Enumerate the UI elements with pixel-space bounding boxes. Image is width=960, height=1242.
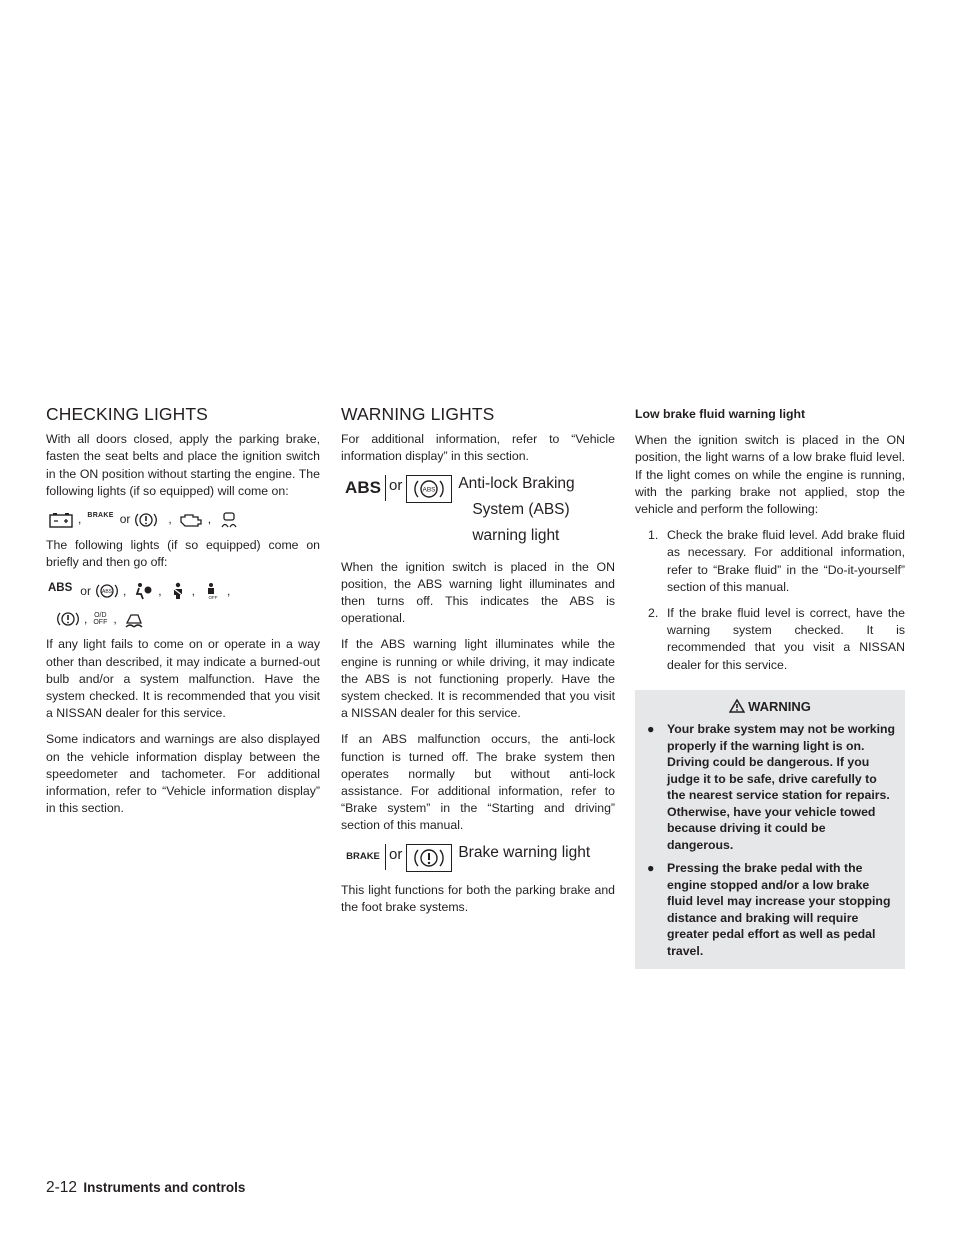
page-footer — [46, 1179, 245, 1197]
separator: , — [122, 583, 127, 598]
separator: , — [226, 583, 231, 598]
list-item — [635, 605, 905, 674]
slip-indicator-icon — [123, 610, 145, 628]
brake-light-name: Brake warning light — [458, 843, 591, 861]
svg-text:ABS: ABS — [101, 589, 112, 596]
brake-circle-icon — [406, 844, 452, 872]
icon-row-3 — [56, 608, 320, 630]
brief-lights-text: The following lights (if so equipped) come on briefly and then go off: — [46, 538, 320, 570]
warning-intro: For additional information, refer to “Vehicle information display” in this section. — [341, 432, 615, 464]
step-text: If the brake fluid level is correct, have the warning system checked. It is recommended that you visit a NISSAN dealer for this service. — [667, 606, 905, 672]
brake-light-row — [341, 844, 615, 872]
abs-para-1: When the ignition switch is placed in the ON position, the ABS warning light illuminates and then turns off. This indicates the ABS is operational. — [341, 559, 615, 626]
or-text: or — [119, 512, 131, 527]
seatbelt-icon — [168, 582, 188, 600]
brake-light-para: This light functions for both the parking brake and the foot brake systems. — [341, 882, 615, 914]
separator: , — [113, 611, 117, 626]
warning-box — [635, 690, 905, 969]
icon-row-1 — [48, 509, 320, 531]
warning-item — [645, 721, 895, 853]
low-brake-fluid-heading: Low brake fluid warning light — [635, 407, 806, 421]
list-item — [635, 527, 905, 596]
warning-lights-heading: WARNING LIGHTS — [341, 404, 495, 424]
or-text: or — [80, 583, 91, 598]
separator: , — [158, 583, 162, 598]
bullet: ● — [647, 722, 655, 737]
airbag-icon — [132, 582, 154, 600]
step-number: 2. — [648, 606, 659, 621]
brake-text-icon: BRAKE — [87, 512, 114, 520]
airbag-off-icon — [201, 582, 223, 600]
abs-text-icon: ABS — [48, 581, 73, 594]
warning-item-text: Your brake system may not be working properly if the warning light is on. Driving could be dangerous. If you judge it to be safe, drive carefully to the nearest service station for repairs. Otherwise, have your vehicle towed because driving it could be dangerous. — [667, 722, 896, 852]
warning-item — [645, 860, 895, 959]
checking-lights-heading: CHECKING LIGHTS — [46, 404, 208, 424]
abs-name-line1: Anti-lock Braking — [458, 474, 575, 492]
battery-icon — [48, 512, 74, 528]
engine-check-icon — [178, 512, 204, 528]
left-column — [46, 406, 320, 826]
section-title: Instruments and controls — [83, 1180, 246, 1195]
od-off-icon — [93, 612, 107, 626]
od-off-bottom: OFF — [93, 619, 108, 627]
brake-exclamation-icon — [134, 511, 158, 529]
bullet: ● — [647, 861, 655, 876]
separator: , — [78, 512, 82, 527]
abs-name-line2: System (ABS) — [472, 500, 570, 518]
middle-column — [341, 406, 615, 925]
od-off-top: O/D — [94, 612, 107, 620]
skid-off-icon — [217, 511, 241, 529]
separator: , — [84, 611, 88, 626]
warning-item-text: Pressing the brake pedal with the engine stopped and/or a low brake fluid level may increase your stopping distance and braking will require greater pedal effort as well as pedal travel. — [667, 861, 891, 958]
abs-light-name — [458, 471, 574, 549]
light-fail-text: If any light fails to come on or operate in a way other than described, it may indicate a burned-out bulb and/or a system malfunction. Have the system checked. It is recommended that you visit a NISSAN dealer for this service. — [46, 637, 320, 721]
abs-warning-icon — [341, 475, 386, 501]
abs-name-line3: warning light — [472, 526, 560, 544]
abs-light-row — [341, 475, 615, 549]
abs-para-2: If the ABS warning light illuminates while the engine is running or while driving, it may indicate the ABS is not functioning properly. Have the system checked. It is recommended that you visit a NISSAN dealer for this service. — [341, 637, 615, 721]
abs-circle-icon — [95, 582, 119, 600]
separator: , — [207, 512, 212, 527]
low-brake-fluid-text: When the ignition switch is placed in the ON position, the light warns of a low brake fluid level. If the light comes on while the engine is running, with the parking brake not applied, stop the vehicle and perform the following: — [635, 433, 905, 517]
warning-header — [645, 698, 895, 715]
svg-text:OFF: OFF — [208, 595, 218, 601]
or-text: or — [389, 845, 403, 863]
warning-triangle-icon — [729, 699, 745, 713]
svg-text:ABS: ABS — [422, 486, 436, 494]
step-text: Check the brake fluid level. Add brake fluid as necessary. For additional information, refer to “Brake fluid” in the “Do-it-yourself” section of this manual. — [667, 528, 905, 594]
separator: , — [191, 583, 195, 598]
right-column — [635, 406, 905, 969]
page-number: 2-12 — [46, 1179, 78, 1196]
brake-warning-icon — [341, 844, 386, 870]
or-text: or — [389, 476, 403, 494]
vehicle-info-text: Some indicators and warnings are also displayed on the vehicle information display between the speedometer and tachometer. For additional information, refer to “Vehicle information display” in this section. — [46, 732, 320, 816]
brake-icon-text: BRAKE — [346, 851, 380, 863]
icon-row-2 — [48, 580, 320, 602]
brake-exclamation-icon — [56, 610, 80, 628]
warning-title: WARNING — [748, 698, 811, 714]
step-number: 1. — [648, 528, 659, 543]
checking-intro: With all doors closed, apply the parking brake, fasten the seat belts and place the ignition switch in the ON position without starting the engine. The following lights (if so equipped) will come on: — [46, 432, 320, 498]
separator: , — [168, 512, 172, 527]
abs-icon-text: ABS — [345, 478, 381, 497]
abs-para-3: If an ABS malfunction occurs, the anti-lock function is turned off. The brake system then operates normally but without anti-lock assistance. For additional information, refer to “Brake system” in the “Starting and driving” section of this manual. — [341, 732, 615, 833]
steps-list — [635, 527, 905, 674]
abs-circle-icon — [406, 475, 452, 503]
